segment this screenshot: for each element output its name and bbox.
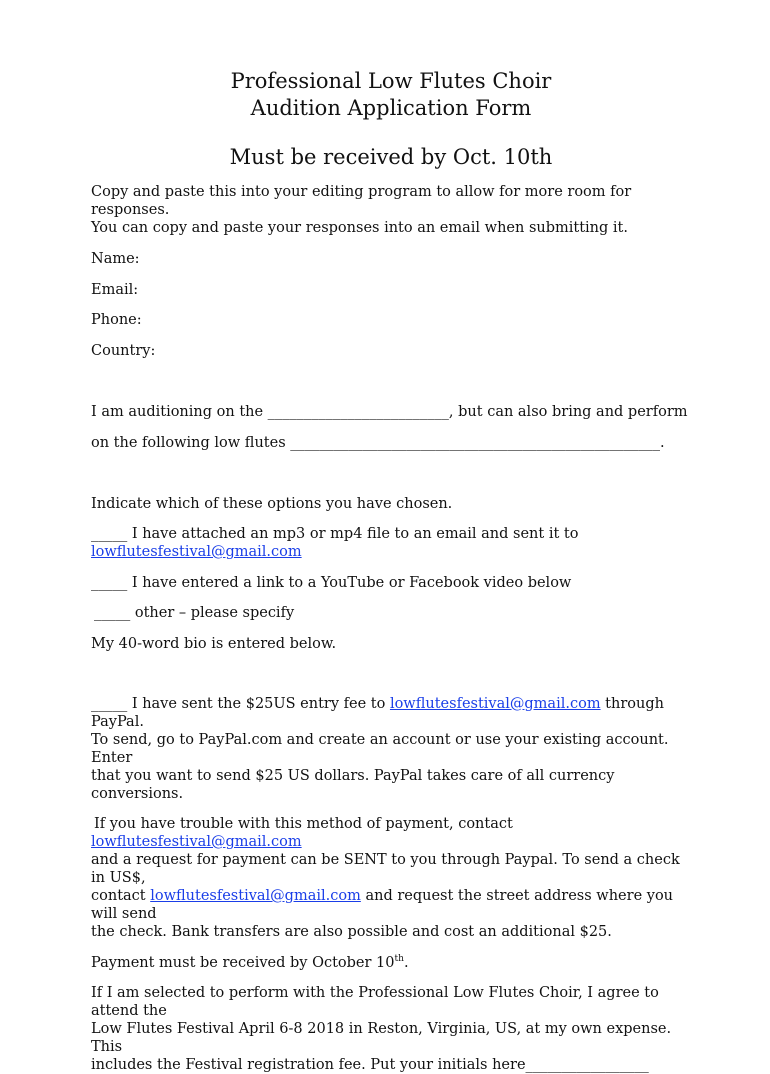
- intro-line-2: You can copy and paste your responses into an email when submitting it.: [91, 220, 628, 236]
- option-mp3-text: _____ I have attached an mp3 or mp4 file to an email and sent it to: [91, 526, 579, 542]
- agreement-line-2: Low Flutes Festival April 6-8 2018 in Reston, Virginia, US, at my own expense. This: [91, 1021, 672, 1055]
- trouble-line-4: the check. Bank transfers are also possible and cost an additional $25.: [91, 924, 612, 940]
- fee-email-link[interactable]: lowflutesfestival@gmail.com: [389, 695, 601, 712]
- payment-trouble-paragraph: [91, 815, 691, 941]
- title-line-2: Audition Application Form: [250, 96, 532, 120]
- form-page: [91, 68, 691, 1074]
- entry-fee-paragraph: [91, 695, 691, 803]
- ordinal-suffix: th: [394, 953, 404, 964]
- fee-line-3: that you want to send $25 US dollars. PayPal takes care of all currency conversions.: [91, 767, 615, 802]
- trouble-email-link[interactable]: lowflutesfestival@gmail.com: [91, 834, 302, 850]
- fee-line-2: To send, go to PayPal.com and create an account or use your existing account. Enter: [91, 731, 669, 766]
- option-other: _____ other – please specify: [94, 605, 295, 621]
- fee-text-start: _____ I have sent the $25US entry fee to: [91, 695, 390, 712]
- trouble-text-start: If you have trouble with this method of payment, contact: [94, 816, 513, 832]
- option-mp3: [91, 525, 691, 561]
- trouble-line-3-start: contact: [91, 888, 151, 904]
- title-line-1: Professional Low Flutes Choir: [230, 69, 552, 93]
- deadline-heading: Must be received by Oct. 10th: [229, 145, 553, 169]
- option-video-link: _____ I have entered a link to a YouTube or Facebook video below: [91, 574, 572, 591]
- payment-deadline-text: Payment must be received by October 10: [91, 954, 395, 971]
- options-instruction: Indicate which of these options you have chosen.: [91, 495, 453, 512]
- trouble-line-3-end: and request the street address where you will send: [91, 888, 674, 922]
- phone-field-label: Phone:: [91, 312, 142, 328]
- fee-text-end: through PayPal.: [91, 695, 664, 730]
- country-field-label: Country:: [91, 342, 156, 359]
- trouble-line-2: and a request for payment can be SENT to you through Paypal. To send a check in US$,: [91, 852, 680, 886]
- agreement-line-3: includes the Festival registration fee. Put your initials here_________________: [91, 1057, 649, 1073]
- payment-deadline: [91, 954, 691, 972]
- email-field-label: Email:: [91, 281, 139, 298]
- agreement-paragraph: [91, 984, 691, 1074]
- payment-deadline-end: .: [403, 954, 409, 971]
- bio-statement: My 40-word bio is entered below.: [91, 635, 337, 652]
- agreement-line-1: If I am selected to perform with the Professional Low Flutes Choir, I agree to attend the: [91, 985, 659, 1019]
- intro-line-1: Copy and paste this into your editing program to allow for more room for responses.: [91, 184, 632, 218]
- form-title: [91, 68, 691, 122]
- intro-paragraph: [91, 183, 691, 237]
- auditioning-instrument-line: I am auditioning on the _________________________, but can also bring and perform: [91, 403, 688, 420]
- additional-flutes-line: on the following low flutes ___________________________________________________.: [91, 434, 665, 451]
- name-field-label: Name:: [91, 251, 140, 267]
- festival-email-link[interactable]: lowflutesfestival@gmail.com: [91, 544, 302, 560]
- check-email-link[interactable]: lowflutesfestival@gmail.com: [150, 888, 361, 904]
